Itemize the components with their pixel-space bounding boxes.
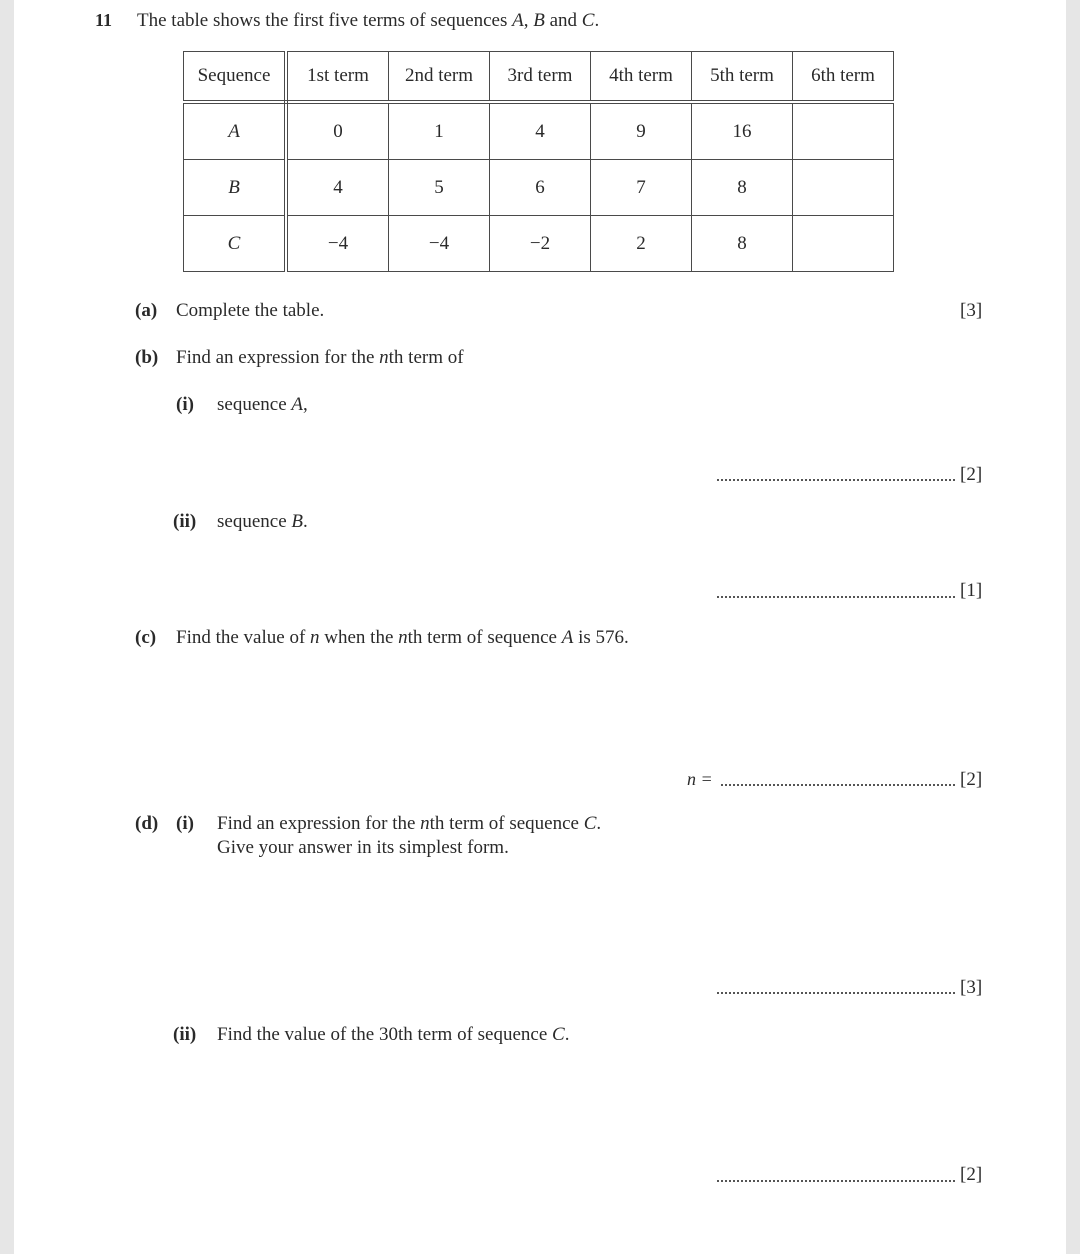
table-cell: 2 bbox=[591, 216, 692, 272]
part-c-text: Find the value of n when the nth term of sequence A is 576. bbox=[176, 627, 629, 648]
part-b-label: (b) bbox=[135, 347, 159, 368]
part-d-label: (d) bbox=[135, 813, 159, 834]
part-b-text: Find an expression for the nth term of bbox=[176, 347, 464, 368]
part-a-marks: [3] bbox=[960, 300, 983, 321]
part-a-text: Complete the table. bbox=[176, 300, 325, 321]
part-a-label: (a) bbox=[135, 300, 158, 321]
part-b-i-label: (i) bbox=[176, 394, 194, 415]
table-row bbox=[184, 102, 894, 160]
table-header: Sequence bbox=[184, 52, 287, 103]
table-cell: 4 bbox=[286, 160, 389, 216]
part-b-ii-text: sequence B. bbox=[217, 511, 308, 532]
part-d-i-label: (i) bbox=[176, 813, 194, 834]
answer-line-b-i[interactable] bbox=[717, 479, 955, 481]
table-cell: 8 bbox=[692, 160, 793, 216]
sequence-table bbox=[183, 51, 894, 272]
table-cell: 0 bbox=[286, 102, 389, 160]
part-d-i-text: Find an expression for the nth term of sequence C. bbox=[217, 813, 602, 834]
part-b-i-text: sequence A, bbox=[217, 394, 308, 415]
sequence-name: C bbox=[184, 216, 287, 272]
answer-cell[interactable] bbox=[793, 160, 894, 216]
answer-line-c[interactable] bbox=[721, 784, 955, 786]
table-header: 6th term bbox=[793, 52, 894, 103]
answer-prefix-n: n = bbox=[687, 769, 713, 789]
table-cell: −2 bbox=[490, 216, 591, 272]
table-cell: −4 bbox=[286, 216, 389, 272]
part-b-ii-marks: [1] bbox=[960, 580, 983, 601]
table-cell: 4 bbox=[490, 102, 591, 160]
part-b-ii-label: (ii) bbox=[173, 511, 197, 532]
table-header: 4th term bbox=[591, 52, 692, 103]
part-d-ii-text: Find the value of the 30th term of sequence C. bbox=[217, 1024, 570, 1045]
answer-cell[interactable] bbox=[793, 102, 894, 160]
table-cell: 8 bbox=[692, 216, 793, 272]
question-number: 11 bbox=[95, 10, 113, 30]
table-header-row bbox=[184, 52, 894, 103]
table-cell: 5 bbox=[389, 160, 490, 216]
sequence-name: A bbox=[184, 102, 287, 160]
answer-line-b-ii[interactable] bbox=[717, 596, 955, 598]
part-b-i-marks: [2] bbox=[960, 464, 983, 485]
part-d-ii-label: (ii) bbox=[173, 1024, 197, 1045]
table-cell: 1 bbox=[389, 102, 490, 160]
part-d-i-text-line2: Give your answer in its simplest form. bbox=[217, 837, 509, 858]
table-cell: 9 bbox=[591, 102, 692, 160]
table-header: 3rd term bbox=[490, 52, 591, 103]
table-header: 1st term bbox=[286, 52, 389, 103]
table-cell: 7 bbox=[591, 160, 692, 216]
question-intro: The table shows the first five terms of sequences A, B and C. bbox=[137, 10, 600, 31]
table-cell: 6 bbox=[490, 160, 591, 216]
table-header: 5th term bbox=[692, 52, 793, 103]
part-d-i-marks: [3] bbox=[960, 977, 983, 998]
part-c-marks: [2] bbox=[960, 769, 983, 790]
answer-line-d-i[interactable] bbox=[717, 992, 955, 994]
table-header: 2nd term bbox=[389, 52, 490, 103]
table-cell: 16 bbox=[692, 102, 793, 160]
sequence-name: B bbox=[184, 160, 287, 216]
answer-cell[interactable] bbox=[793, 216, 894, 272]
part-c-label: (c) bbox=[135, 627, 157, 648]
exam-page bbox=[14, 0, 1066, 1254]
part-d-ii-marks: [2] bbox=[960, 1164, 983, 1185]
table-row bbox=[184, 216, 894, 272]
answer-line-d-ii[interactable] bbox=[717, 1180, 955, 1182]
table-cell: −4 bbox=[389, 216, 490, 272]
table-row bbox=[184, 160, 894, 216]
